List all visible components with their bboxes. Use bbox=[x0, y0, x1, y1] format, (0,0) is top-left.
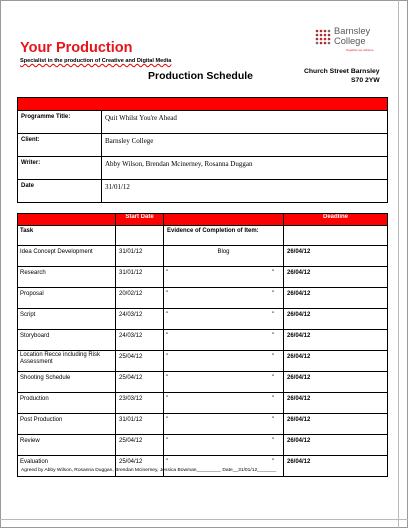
start-date-cell: 24/03/12 bbox=[116, 330, 164, 351]
ditto-right: " bbox=[271, 354, 274, 360]
deadline-cell: 26/04/12 bbox=[284, 267, 388, 288]
info-value: Quit Whilst You're Ahead bbox=[102, 111, 388, 134]
evidence-cell bbox=[164, 414, 284, 435]
info-label: Date bbox=[18, 180, 102, 203]
schedule-row bbox=[18, 309, 388, 330]
schedule-table bbox=[17, 213, 388, 477]
schedule-row bbox=[18, 393, 388, 414]
evidence-cell bbox=[164, 288, 284, 309]
page-edge-right bbox=[398, 0, 399, 528]
schedule-row bbox=[18, 435, 388, 456]
evidence-cell bbox=[164, 309, 284, 330]
ditto-left: " bbox=[166, 312, 169, 318]
ditto-left: " bbox=[166, 270, 169, 276]
deadline-cell: 26/04/12 bbox=[284, 435, 388, 456]
ditto-marks bbox=[166, 438, 274, 444]
task-cell: Evaluation bbox=[18, 456, 116, 477]
task-cell: Review bbox=[18, 435, 116, 456]
logo-tagline: Together we achieve bbox=[346, 48, 374, 52]
task-cell: Script bbox=[18, 309, 116, 330]
start-date-cell: 20/02/12 bbox=[116, 288, 164, 309]
ditto-left: " bbox=[166, 291, 169, 297]
start-date-cell: 25/04/12 bbox=[116, 351, 164, 372]
ditto-right: " bbox=[271, 375, 274, 381]
ditto-right: " bbox=[271, 291, 274, 297]
ditto-marks bbox=[166, 354, 274, 360]
ditto-left: " bbox=[166, 375, 169, 381]
task-cell: Proposal bbox=[18, 288, 116, 309]
college-logo bbox=[314, 26, 384, 56]
info-row-date bbox=[18, 180, 388, 203]
programme-info-table bbox=[17, 97, 388, 203]
document-title: Production Schedule bbox=[148, 70, 254, 82]
brand-title: Your Production bbox=[20, 40, 133, 56]
ditto-marks bbox=[166, 333, 274, 339]
ditto-left: " bbox=[166, 417, 169, 423]
evidence-cell bbox=[164, 267, 284, 288]
task-cell: Location Recce including Risk Assessment bbox=[18, 351, 116, 372]
info-header-band bbox=[18, 98, 388, 111]
schedule-row bbox=[18, 267, 388, 288]
deadline-cell: 26/04/12 bbox=[284, 351, 388, 372]
info-row-title bbox=[18, 111, 388, 134]
schedule-row bbox=[18, 246, 388, 267]
address-line1: Church Street Barnsley bbox=[304, 68, 380, 75]
schedule-row bbox=[18, 351, 388, 372]
college-logo-icon bbox=[314, 28, 332, 46]
evidence-column-header: Evidence of Completion of Item: bbox=[164, 226, 284, 246]
deadline-cell: 26/04/12 bbox=[284, 246, 388, 267]
schedule-header-band bbox=[18, 214, 388, 226]
agreement-line: Agreed by Abby Wilson, Rosanna Duggan, Brendan Mcinerney, Jessica Bowman_________ Date__31/01/12_______ bbox=[21, 468, 277, 473]
ditto-left: " bbox=[166, 354, 169, 360]
page-edge-bottom bbox=[0, 519, 408, 520]
info-label: Programme Title: bbox=[18, 111, 102, 134]
task-cell: Research bbox=[18, 267, 116, 288]
ditto-marks bbox=[166, 396, 274, 402]
logo-line1: Barnsley bbox=[334, 26, 371, 36]
ditto-marks bbox=[166, 375, 274, 381]
start-date-cell: 25/04/12 bbox=[116, 435, 164, 456]
schedule-row bbox=[18, 330, 388, 351]
evidence-text: Blog bbox=[217, 249, 230, 255]
task-column-header: Task bbox=[18, 226, 116, 246]
evidence-cell bbox=[164, 330, 284, 351]
deadline-cell: 26/04/12 bbox=[284, 372, 388, 393]
task-cell: Production bbox=[18, 393, 116, 414]
deadline-header: Deadline bbox=[284, 214, 388, 226]
schedule-row bbox=[18, 288, 388, 309]
brand-subtitle: Specialist in the production of Creative and Digital Media bbox=[20, 58, 172, 64]
info-label: Client: bbox=[18, 134, 102, 157]
ditto-marks bbox=[166, 459, 274, 465]
schedule-column-row bbox=[18, 226, 388, 246]
deadline-cell: 26/04/12 bbox=[284, 309, 388, 330]
ditto-marks bbox=[166, 291, 274, 297]
address-line2: S70 2YW bbox=[351, 77, 380, 84]
ditto-marks bbox=[166, 312, 274, 318]
deadline-cell: 26/04/12 bbox=[284, 414, 388, 435]
task-cell: Post Production bbox=[18, 414, 116, 435]
start-date-cell: 31/01/12 bbox=[116, 246, 164, 267]
ditto-right: " bbox=[271, 438, 274, 444]
ditto-right: " bbox=[271, 459, 274, 465]
ditto-right: " bbox=[271, 417, 274, 423]
info-row-writer bbox=[18, 157, 388, 180]
start-date-cell: 25/04/12 bbox=[116, 456, 164, 477]
evidence-cell bbox=[164, 456, 284, 477]
ditto-marks bbox=[166, 417, 274, 423]
ditto-left: " bbox=[166, 438, 169, 444]
evidence-cell bbox=[164, 351, 284, 372]
evidence-cell bbox=[164, 393, 284, 414]
college-logo-text bbox=[334, 27, 370, 46]
ditto-left: " bbox=[166, 396, 169, 402]
schedule-row bbox=[18, 456, 388, 477]
info-label: Writer: bbox=[18, 157, 102, 180]
ditto-right: " bbox=[271, 270, 274, 276]
start-date-cell: 24/03/12 bbox=[116, 309, 164, 330]
info-row-client bbox=[18, 134, 388, 157]
evidence-cell bbox=[164, 372, 284, 393]
task-cell: Storyboard bbox=[18, 330, 116, 351]
schedule-row bbox=[18, 414, 388, 435]
ditto-right: " bbox=[271, 333, 274, 339]
task-cell: Idea Concept Development bbox=[18, 246, 116, 267]
deadline-cell: 26/04/12 bbox=[284, 456, 388, 477]
logo-line2: College bbox=[334, 35, 366, 46]
ditto-left: " bbox=[166, 333, 169, 339]
start-date-header: Start Date bbox=[116, 214, 164, 226]
deadline-cell: 26/04/12 bbox=[284, 393, 388, 414]
task-cell: Shooting Schedule bbox=[18, 372, 116, 393]
ditto-right: " bbox=[271, 312, 274, 318]
start-date-cell: 25/04/12 bbox=[116, 372, 164, 393]
schedule-rows bbox=[18, 246, 388, 477]
ditto-marks bbox=[166, 270, 274, 276]
ditto-left: " bbox=[166, 459, 169, 465]
evidence-cell bbox=[164, 435, 284, 456]
ditto-right: " bbox=[271, 396, 274, 402]
evidence-cell bbox=[164, 246, 284, 267]
info-value: Barnsley College bbox=[102, 134, 388, 157]
start-date-cell: 31/01/12 bbox=[116, 414, 164, 435]
schedule-row bbox=[18, 372, 388, 393]
deadline-cell: 26/04/12 bbox=[284, 288, 388, 309]
info-value: Abby Wilson, Brendan Mcinerney, Rosanna Duggan bbox=[102, 157, 388, 180]
info-value: 31/01/12 bbox=[102, 180, 388, 203]
deadline-cell: 26/04/12 bbox=[284, 330, 388, 351]
start-date-cell: 31/01/12 bbox=[116, 267, 164, 288]
start-date-cell: 23/03/12 bbox=[116, 393, 164, 414]
